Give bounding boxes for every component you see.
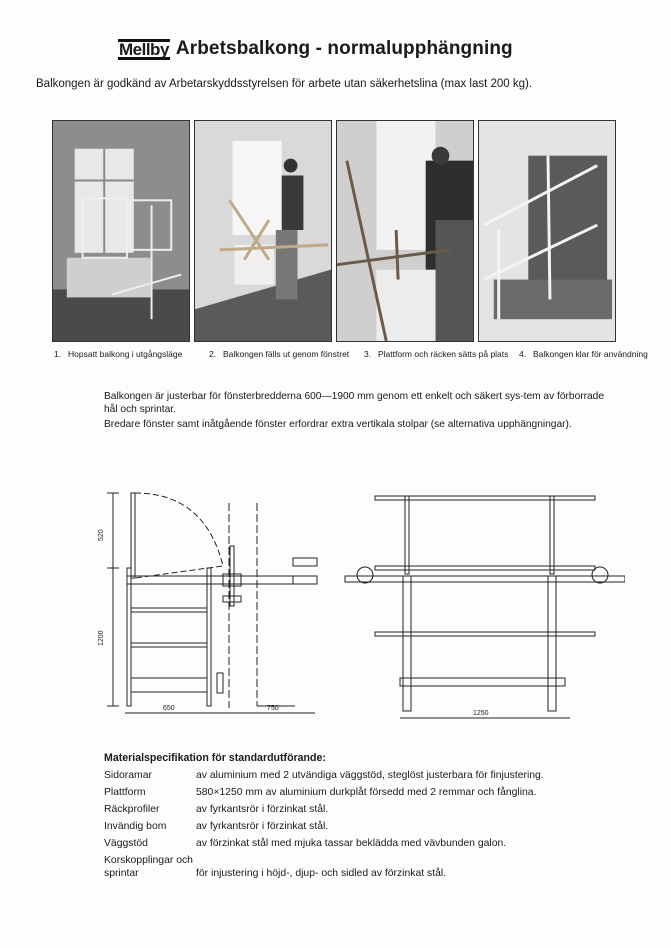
svg-text:650: 650 xyxy=(163,705,175,712)
page-header xyxy=(118,38,513,60)
photo-captions xyxy=(52,349,668,359)
front-view-drawing xyxy=(345,496,625,718)
spec-row: Invändig bom av fyrkantsrör i förzinkat stål. xyxy=(104,820,329,832)
photo-4-ready xyxy=(478,120,616,342)
spec-heading: Materialspecifikation för standardutförande: xyxy=(104,752,326,764)
svg-text:520: 520 xyxy=(98,529,105,541)
svg-text:750: 750 xyxy=(267,705,279,712)
photo-2-fold-out xyxy=(194,120,332,342)
svg-text:1250: 1250 xyxy=(473,710,489,717)
material-spec xyxy=(104,752,624,884)
photo-3-platform xyxy=(336,120,474,342)
description xyxy=(104,391,604,432)
svg-text:1200: 1200 xyxy=(98,630,105,646)
side-view-drawing xyxy=(98,493,317,713)
caption-4: 4. Balkongen klar för användning xyxy=(519,349,648,359)
mellby-logo: Mellby xyxy=(119,39,169,59)
spec-row: Sidoramar av aluminium med 2 utvändiga väggstöd, steglöst justerbara för finjustering. xyxy=(104,769,544,781)
photo-1-assembled xyxy=(52,120,190,342)
page-title: Arbetsbalkong - normalupphängning xyxy=(175,38,513,59)
technical-drawings xyxy=(95,478,625,728)
spec-row: Räckprofiler av fyrkantsrör i förzinkat stål. xyxy=(104,803,329,815)
caption-1: 1. Hopsatt balkong i utgångsläge xyxy=(54,349,183,359)
spec-row: Väggstöd av förzinkat stål med mjuka tassar beklädda med vävbunden galon. xyxy=(104,837,507,849)
caption-2: 2. Balkongen fälls ut genom fönstret xyxy=(209,349,350,359)
description-paragraph: Balkongen är justerbar för fönsterbredderna 600—1900 mm genom ett enkelt och säkert sys-tem av förborrade hål och sprintar. xyxy=(104,391,605,415)
spec-row: Plattform 580×1250 mm av aluminium durkplåt försedd med 2 remmar och fånglina. xyxy=(104,786,537,798)
approval-note: Balkongen är godkänd av Arbetarskyddsstyrelsen för arbete utan säkerhetslina (max last 200 kg). xyxy=(36,78,533,90)
spec-row: Korskopplingar och sprintar för injustering i höjd-, djup- och sidled av förzinkat stål. xyxy=(104,854,447,879)
photo-sequence xyxy=(52,120,616,342)
caption-3: 3. Plattform och räcken sätts på plats xyxy=(364,349,509,359)
description-paragraph: Bredare fönster samt inåtgående fönster erfordrar extra vertikala stolpar (se alternativa upphängningar). xyxy=(104,419,572,431)
